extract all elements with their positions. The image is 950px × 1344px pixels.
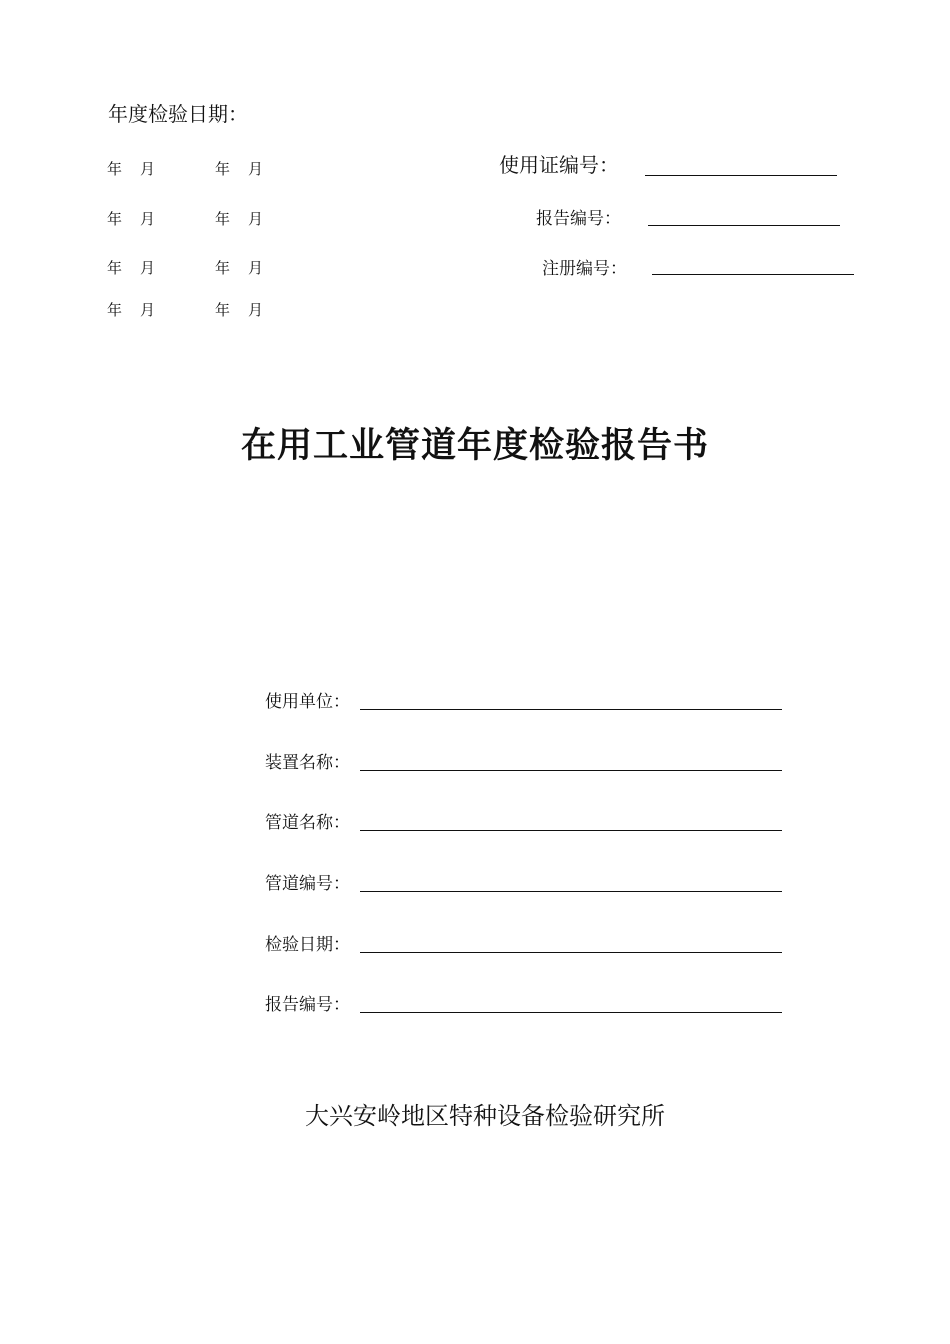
registration-no-input[interactable]: [652, 274, 854, 275]
inspection-date-label: 检验日期：: [265, 935, 350, 955]
month-label: 月: [140, 160, 156, 178]
year-label: 年: [107, 160, 123, 178]
institute-name: 大兴安岭地区特种设备检验研究所: [305, 1102, 665, 1130]
date-row-3: [107, 257, 327, 279]
report-number-field: [265, 990, 785, 1020]
report-number-label: 报告编号：: [265, 995, 350, 1015]
month-label: 月: [248, 210, 264, 228]
month-label: 月: [140, 259, 156, 277]
year-label: 年: [215, 210, 231, 228]
pipeline-no-label: 管道编号：: [265, 874, 350, 894]
year-label: 年: [107, 210, 123, 228]
pipeline-name-label: 管道名称：: [265, 813, 350, 833]
usage-cert-no-input[interactable]: [645, 175, 837, 176]
usage-cert-no-label: 使用证编号：: [499, 153, 619, 177]
report-no-field: [536, 204, 846, 234]
user-unit-label: 使用单位：: [265, 692, 350, 712]
registration-no-label: 注册编号：: [542, 259, 627, 279]
annual-inspection-date-label: 年度检验日期：: [108, 102, 248, 126]
year-label: 年: [107, 259, 123, 277]
report-number-input[interactable]: [360, 1012, 782, 1013]
device-name-field: [265, 748, 785, 778]
year-label: 年: [215, 160, 231, 178]
date-row-2: [107, 208, 327, 230]
inspection-date-field: [265, 930, 785, 960]
usage-cert-no-field: [499, 149, 844, 179]
month-label: 月: [140, 301, 156, 319]
pipeline-name-input[interactable]: [360, 830, 782, 831]
date-row-1: [107, 158, 327, 180]
month-label: 月: [248, 259, 264, 277]
year-label: 年: [215, 259, 231, 277]
report-title: 在用工业管道年度检验报告书: [240, 426, 709, 466]
date-row-4: [107, 299, 327, 321]
month-label: 月: [248, 160, 264, 178]
registration-no-field: [542, 254, 858, 284]
report-no-label: 报告编号：: [536, 209, 621, 229]
user-unit-input[interactable]: [360, 709, 782, 710]
pipeline-no-input[interactable]: [360, 891, 782, 892]
pipeline-no-field: [265, 869, 785, 899]
year-label: 年: [107, 301, 123, 319]
device-name-label: 装置名称：: [265, 753, 350, 773]
report-no-input[interactable]: [648, 225, 840, 226]
pipeline-name-field: [265, 808, 785, 838]
month-label: 月: [248, 301, 264, 319]
user-unit-field: [265, 687, 785, 717]
month-label: 月: [140, 210, 156, 228]
inspection-date-input[interactable]: [360, 952, 782, 953]
year-label: 年: [215, 301, 231, 319]
device-name-input[interactable]: [360, 770, 782, 771]
